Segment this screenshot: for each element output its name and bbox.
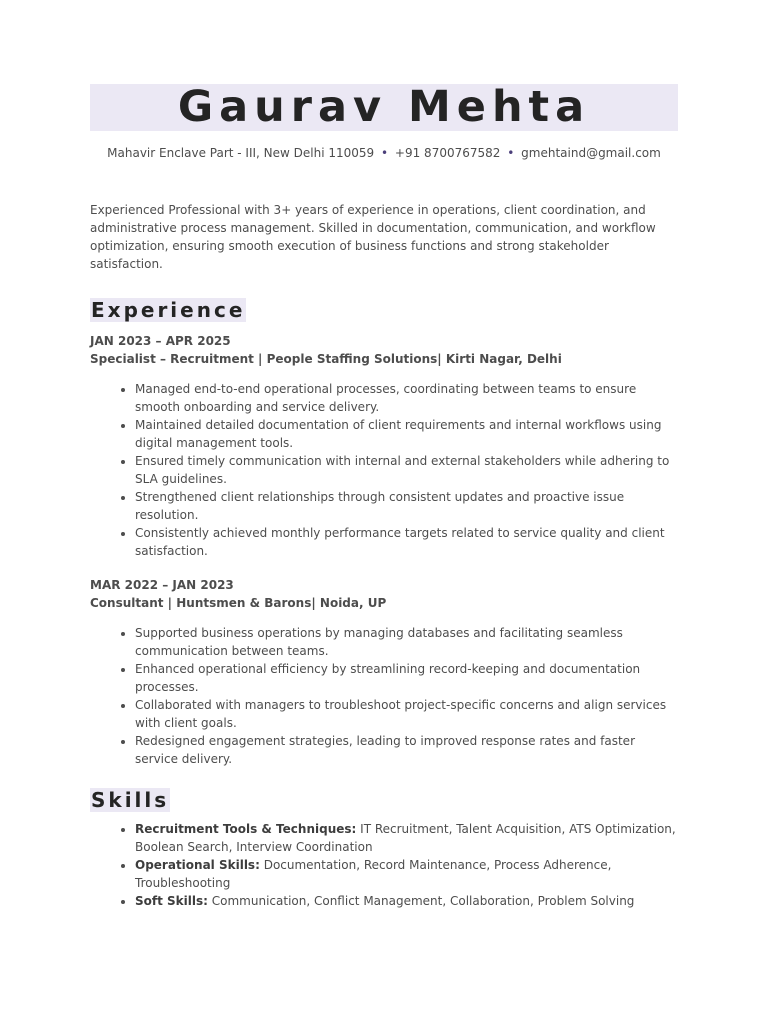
skill-item bbox=[135, 820, 678, 856]
skills-heading: Skills bbox=[91, 788, 170, 812]
job-role: Consultant | Huntsmen & Barons| Noida, UP bbox=[90, 596, 387, 610]
job-entry bbox=[90, 576, 678, 768]
skills-list bbox=[90, 820, 678, 910]
skill-label: Soft Skills: bbox=[135, 894, 208, 908]
bullet-item: • Maintained detailed documentation of client requirements and internal workflows using digital management tools. bbox=[135, 416, 678, 452]
job-bullets bbox=[90, 380, 678, 560]
skill-item bbox=[135, 892, 678, 910]
phone-number: +91 8700767582 bbox=[394, 146, 501, 160]
profile-summary: Experienced Professional with 3+ years of experience in operations, client coordination, and administrative process management. Skilled in documentation, communication, and workflow optimization, ensuring smooth execution of business functions and strong stakeholder satisfaction. bbox=[90, 203, 656, 271]
bullet-item: • Collaborated with managers to troubleshoot project-specific concerns and align services with client goals. bbox=[135, 696, 678, 732]
skill-text: Communication, Conflict Management, Collaboration, Problem Solving bbox=[211, 894, 635, 908]
candidate-name: Gaurav Mehta bbox=[177, 82, 591, 132]
experience-heading: Experience bbox=[91, 298, 246, 322]
bullet-item: • Strengthened client relationships through consistent updates and proactive issue resolution. bbox=[135, 488, 678, 524]
job-dates: JAN 2023 – APR 2025 bbox=[90, 334, 231, 348]
email-address: gmehtaind@gmail.com bbox=[521, 146, 661, 160]
skills-section bbox=[90, 788, 678, 910]
bullet-item: • Consistently achieved monthly performance targets related to service quality and client satisfaction. bbox=[135, 524, 678, 560]
job-entry bbox=[90, 332, 678, 560]
job-dates: MAR 2022 – JAN 2023 bbox=[90, 578, 234, 592]
bullet-item: • Redesigned engagement strategies, leading to improved response rates and faster service delivery. bbox=[135, 732, 678, 768]
separator-dot: • bbox=[381, 146, 389, 160]
skill-text: Documentation, Record Maintenance, Process Adherence, Troubleshooting bbox=[135, 858, 612, 890]
job-role: Specialist – Recruitment | People Staffing Solutions| Kirti Nagar, Delhi bbox=[90, 352, 562, 366]
experience-section bbox=[90, 298, 678, 768]
bullet-item: • Ensured timely communication with internal and external stakeholders while adhering to SLA guidelines. bbox=[135, 452, 678, 488]
address: Mahavir Enclave Part - III, New Delhi 110059 bbox=[107, 146, 375, 160]
bullet-item: • Supported business operations by managing databases and facilitating seamless communication between teams. bbox=[135, 624, 678, 660]
skill-item bbox=[135, 856, 678, 892]
bullet-item: • Enhanced operational efficiency by streamlining record-keeping and documentation processes. bbox=[135, 660, 678, 696]
resume-page bbox=[90, 84, 678, 910]
skill-label: Operational Skills: bbox=[135, 858, 260, 872]
skill-label: Recruitment Tools & Techniques: bbox=[135, 822, 357, 836]
contact-line bbox=[90, 145, 678, 161]
name-banner bbox=[90, 84, 678, 131]
bullet-item: • Managed end-to-end operational processes, coordinating between teams to ensure smooth onboarding and service delivery. bbox=[135, 380, 678, 416]
skill-text: IT Recruitment, Talent Acquisition, ATS Optimization, Boolean Search, Interview Coordination bbox=[135, 822, 676, 854]
job-bullets bbox=[90, 624, 678, 768]
separator-dot: • bbox=[507, 146, 515, 160]
